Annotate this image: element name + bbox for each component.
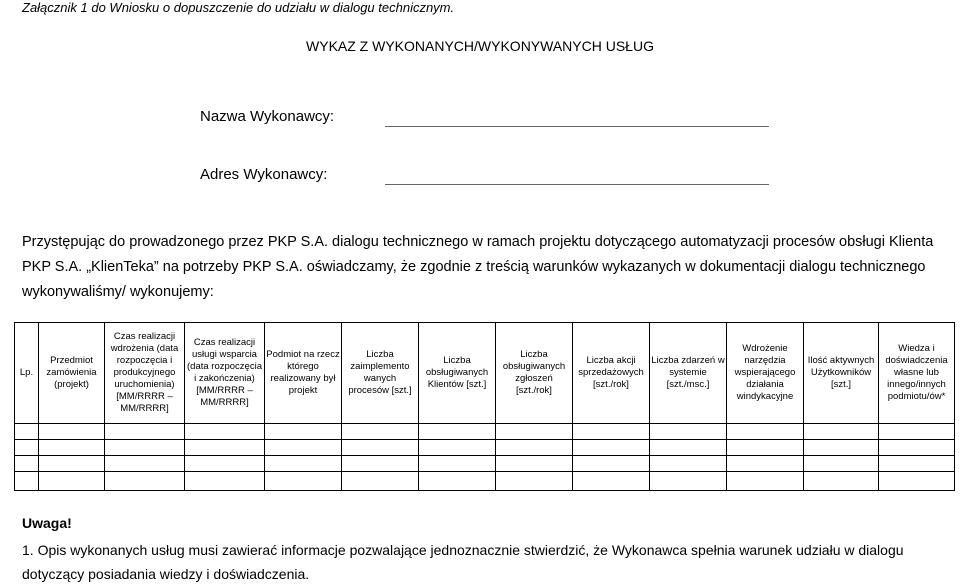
contractor-address-line[interactable]: [385, 184, 769, 185]
table-cell[interactable]: [185, 440, 265, 456]
table-cell[interactable]: [419, 472, 496, 491]
table-cell[interactable]: [496, 472, 573, 491]
table-cell[interactable]: [39, 456, 105, 472]
column-header: Wiedza i doświadczenia własne lub innego/innych podmiotu/ów*: [879, 323, 955, 424]
column-header: Liczba zdarzeń w systemie [szt./msc.]: [650, 323, 727, 424]
table-cell[interactable]: [105, 424, 185, 440]
services-table: [14, 322, 955, 491]
table-cell[interactable]: [15, 456, 39, 472]
column-header: Ilość aktywnych Użytkowników [szt.]: [804, 323, 879, 424]
table-cell[interactable]: [879, 424, 955, 440]
table-cell[interactable]: [185, 424, 265, 440]
column-header: Liczba obsługiwanych Klientów [szt.]: [419, 323, 496, 424]
table-cell[interactable]: [650, 424, 727, 440]
table-cell[interactable]: [573, 472, 650, 491]
document-title: WYKAZ Z WYKONANYCH/WYKONYWANYCH USŁUG: [306, 38, 654, 54]
table-cell[interactable]: [342, 456, 419, 472]
table-cell[interactable]: [727, 456, 804, 472]
table-cell[interactable]: [265, 456, 342, 472]
table-cell[interactable]: [15, 440, 39, 456]
table-cell[interactable]: [879, 440, 955, 456]
table-row: [15, 440, 955, 456]
table-cell[interactable]: [573, 456, 650, 472]
table-cell[interactable]: [185, 472, 265, 491]
table-cell[interactable]: [419, 456, 496, 472]
table-cell[interactable]: [265, 424, 342, 440]
column-header: Czas realizacji usługi wsparcia (data rozpoczęcia i zakończenia) [MM/RRRR – MM/RRRR]: [185, 323, 265, 424]
table-cell[interactable]: [265, 472, 342, 491]
column-header: Przedmiot zamówienia (projekt): [39, 323, 105, 424]
column-header: Lp.: [15, 323, 39, 424]
table-cell[interactable]: [804, 456, 879, 472]
contractor-address-label: Adres Wykonawcy:: [200, 166, 328, 183]
column-header: Czas realizacji wdrożenia (data rozpoczęcia i produkcyjnego uruchomienia) [MM/RRRR – MM/RRRR]: [105, 323, 185, 424]
table-header-row: [15, 323, 955, 424]
table-cell[interactable]: [185, 456, 265, 472]
column-header: Liczba akcji sprzedażowych [szt./rok]: [573, 323, 650, 424]
column-header: Liczba zaimplemento wanych procesów [szt.]: [342, 323, 419, 424]
annex-caption: Załącznik 1 do Wniosku o dopuszczenie do udziału w dialogu technicznym.: [22, 0, 455, 15]
note-text: 1. Opis wykonanych usług musi zawierać informacje pozwalające jednoznacznie stwierdzić, że Wykonawca spełnia warunek udziału w dialogu dotyczący posiadania wiedzy i doświadczenia.: [22, 542, 904, 582]
table-cell[interactable]: [879, 456, 955, 472]
table-cell[interactable]: [573, 440, 650, 456]
table-cell[interactable]: [342, 472, 419, 491]
table-cell[interactable]: [105, 472, 185, 491]
table-cell[interactable]: [804, 440, 879, 456]
table-cell[interactable]: [496, 456, 573, 472]
table-cell[interactable]: [496, 424, 573, 440]
table-cell[interactable]: [419, 440, 496, 456]
table-cell[interactable]: [727, 440, 804, 456]
note-title: Uwaga!: [22, 515, 72, 531]
table-cell[interactable]: [15, 424, 39, 440]
table-cell[interactable]: [650, 456, 727, 472]
table-cell[interactable]: [342, 424, 419, 440]
column-header: Liczba obsługiwanych zgłoszeń [szt./rok]: [496, 323, 573, 424]
table-cell[interactable]: [419, 424, 496, 440]
table-cell[interactable]: [727, 424, 804, 440]
table-cell[interactable]: [105, 440, 185, 456]
table-cell[interactable]: [39, 424, 105, 440]
table-cell[interactable]: [650, 472, 727, 491]
table-cell[interactable]: [650, 440, 727, 456]
column-header: Wdrożenie narzędzia wspierającego działania windykacyjne: [727, 323, 804, 424]
table-row: [15, 456, 955, 472]
statement-paragraph: Przystępując do prowadzonego przez PKP S.A. dialogu technicznego w ramach projektu dotyczącego automatyzacji procesów obsługi Klienta PKP S.A. „KlienTeka” na potrzeby PKP S.A. oświadczamy, że zgodnie z treścią warunków wykazanych w dokumentacji dialogu technicznego wykonywaliśmy/ wykonujemy:: [22, 234, 934, 300]
column-header: Podmiot na rzecz którego realizowany był projekt: [265, 323, 342, 424]
table-cell[interactable]: [573, 424, 650, 440]
table-cell[interactable]: [804, 424, 879, 440]
table-cell[interactable]: [342, 440, 419, 456]
contractor-name-line[interactable]: [385, 126, 769, 127]
table-cell[interactable]: [727, 472, 804, 491]
table-cell[interactable]: [265, 440, 342, 456]
table-cell[interactable]: [496, 440, 573, 456]
table-cell[interactable]: [15, 472, 39, 491]
table-cell[interactable]: [39, 472, 105, 491]
table-cell[interactable]: [105, 456, 185, 472]
table-row: [15, 472, 955, 491]
contractor-name-label: Nazwa Wykonawcy:: [200, 108, 335, 125]
table-row: [15, 424, 955, 440]
table-cell[interactable]: [804, 472, 879, 491]
table-cell[interactable]: [39, 440, 105, 456]
table-cell[interactable]: [879, 472, 955, 491]
